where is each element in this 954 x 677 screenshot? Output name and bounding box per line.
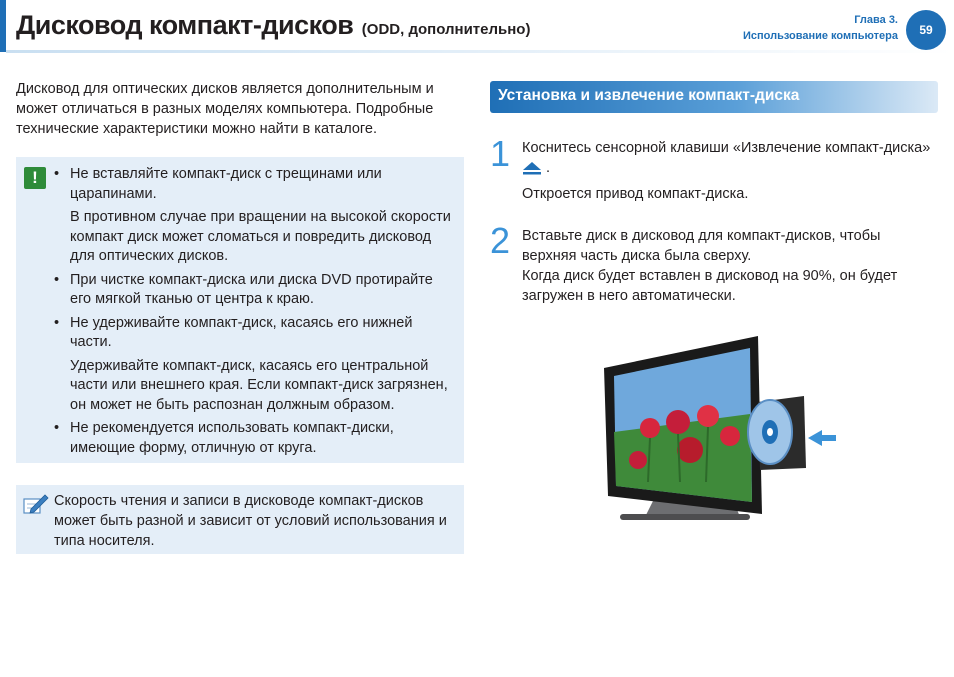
step-1-line-1: Коснитесь сенсорной клавиши «Извлечение компакт-диска» .: [522, 140, 931, 176]
note-box: [16, 485, 464, 554]
pencil-note-icon: [22, 491, 50, 517]
intro-paragraph: Дисковод для оптических дисков является дополнительным и может отличаться в разных моделях компьютера. Подробные технические характеристики можно найти в каталоге.: [16, 81, 434, 137]
warning-item-detail: В противном случае при вращении на высокой скорости компакт диск может сломаться и повредить дисковод для оптических дисков.: [70, 209, 451, 264]
step-number: 2: [490, 220, 511, 261]
page-number-badge: 59: [906, 10, 946, 50]
note-text: Скорость чтения и записи в дисководе компакт-дисков может быть разной и зависит от условий использования и типа носителя.: [54, 493, 447, 549]
warning-item: • Не вставляйте компакт-диск с трещинами или царапинами.: [54, 166, 382, 202]
warning-item: • При чистке компакт-диска или диска DVD протирайте его мягкой тканью от центра к краю.: [54, 271, 433, 307]
warning-box: [16, 157, 464, 463]
warning-icon: !: [24, 167, 46, 189]
step-2-line-1: Вставьте диск в дисковод для компакт-дисков, чтобы верхняя часть диска была сверху.: [522, 228, 881, 264]
chapter-subtitle: Использование компьютера: [742, 30, 898, 42]
warning-item-detail: Удерживайте компакт-диск, касаясь его центральной части или внешнего края. Если компакт-диск загрязнен, он может не быть распознан должным образом.: [70, 357, 448, 413]
step-2-line-2: Когда диск будет вставлен в дисковод на 90%, он будет загружен в него автоматически.: [522, 268, 898, 304]
step-1-text: [522, 138, 934, 204]
section-heading: [490, 81, 938, 113]
eject-icon: [522, 161, 542, 175]
step-number: 1: [490, 133, 511, 174]
header-rule: [6, 50, 954, 53]
step-2-text: [522, 226, 934, 306]
page-title-main: Дисковод компакт-дисков: [16, 10, 354, 40]
header-accent-bar: [0, 0, 6, 52]
warning-list: [54, 165, 454, 458]
section-title: Установка и извлечение компакт-диска: [498, 87, 800, 104]
step-1-line-2: Откроется привод компакт-диска.: [522, 186, 749, 202]
warning-item: • Не рекомендуется использовать компакт-диски, имеющие форму, отличную от круга.: [54, 420, 394, 456]
page-title-suffix: (ODD, дополнительно): [361, 21, 531, 38]
page-title: [16, 10, 530, 41]
all-in-one-pc-disc-illustration: [590, 332, 840, 532]
chapter-number: Глава 3.: [854, 14, 898, 26]
warning-item: • Не удерживайте компакт-диск, касаясь его нижней части.: [54, 314, 413, 350]
chapter-label: [743, 12, 898, 44]
